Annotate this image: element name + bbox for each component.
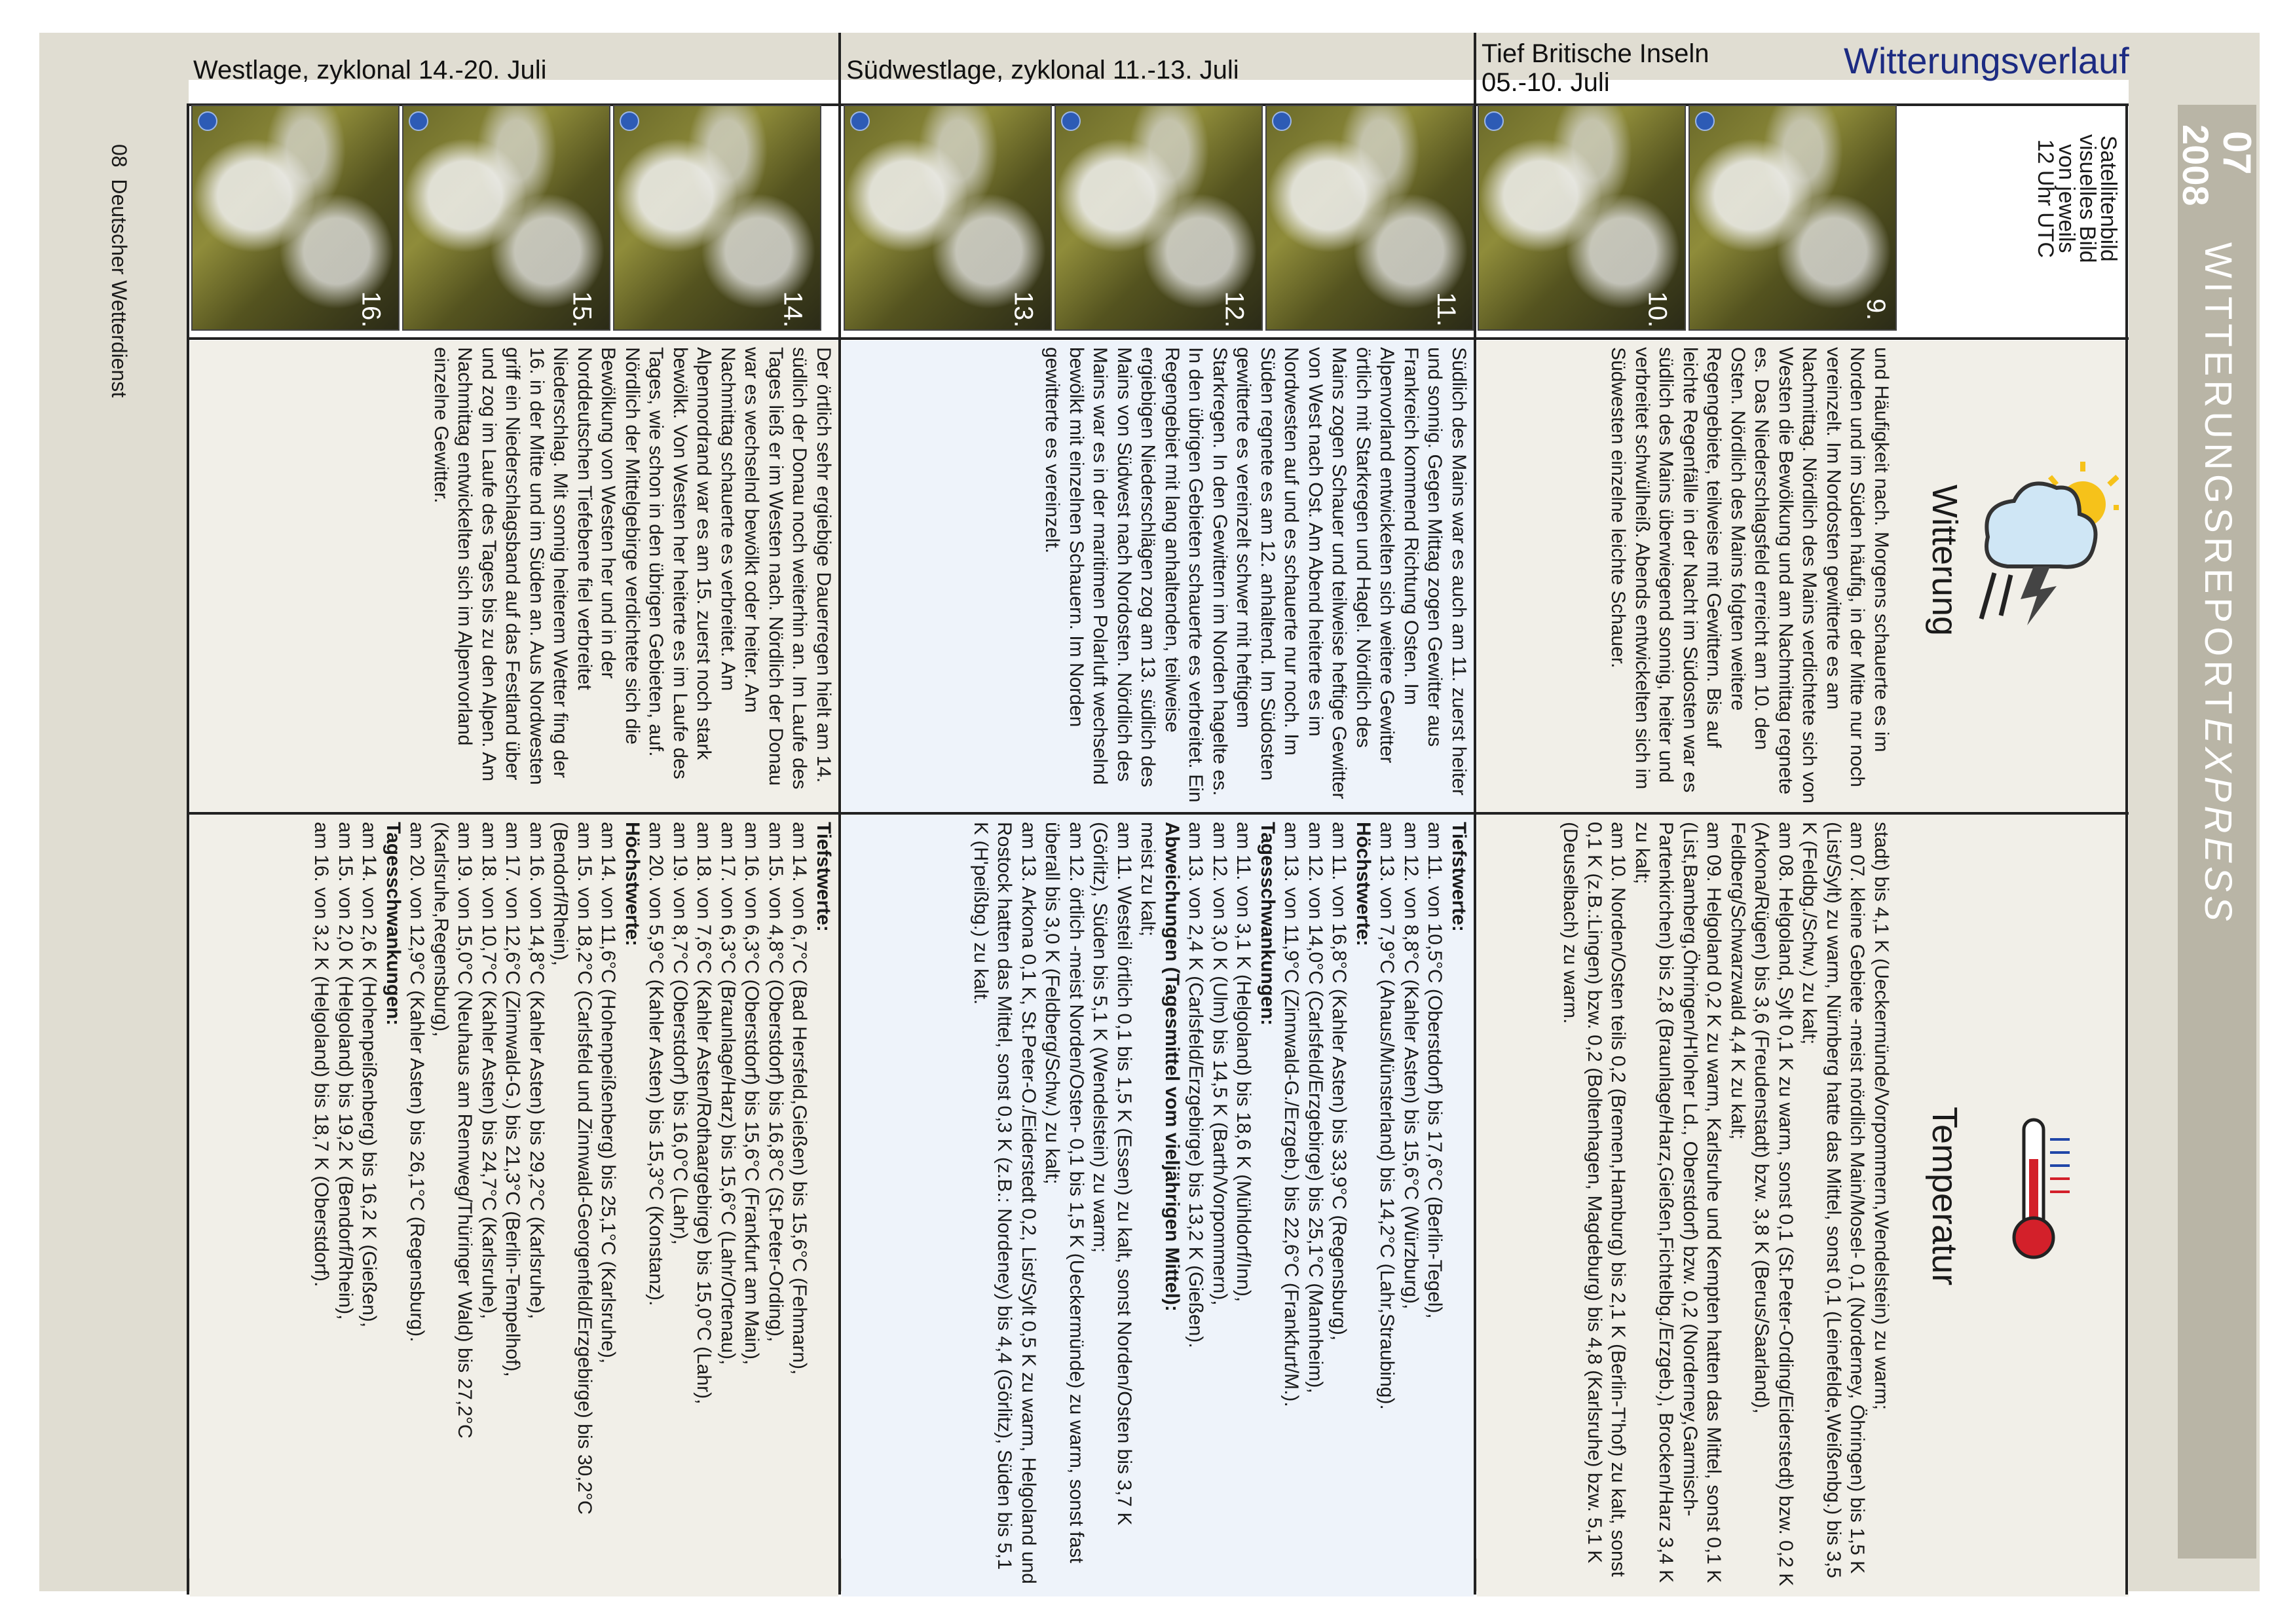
satellite-image (1478, 105, 1686, 331)
satellite-strip (191, 105, 824, 331)
satellite-image (402, 105, 610, 331)
satellite-image (1265, 105, 1474, 331)
satellite-day-label: 10. (1643, 291, 1672, 328)
satellite-day-label: 14. (778, 291, 808, 328)
satellite-image (191, 105, 400, 331)
dwd-logo-icon (850, 111, 870, 131)
satellite-image (613, 105, 821, 331)
dwd-logo-icon (198, 111, 217, 131)
column-header-west: Westlage, zyklonal 14.-20. Juli (193, 56, 547, 84)
satellite-label: Satellitenbild visuelles Bild von jeweils 12 Uhr UTC (2033, 134, 2121, 263)
column-header-southwest: Südwestlage, zyklonal 11.-13. Juli (846, 56, 1239, 84)
satellite-image (844, 105, 1052, 331)
satellite-strip (1478, 105, 1899, 331)
weather-cloud-sun-lightning-icon (1968, 458, 2119, 629)
divider (187, 337, 2129, 340)
divider (187, 812, 2129, 815)
weather-text-southwest: Südlich des Mains war es auch am 11. zuerst heiter und sonnig. Gegen Mittag zogen Gewitter aus Frankreich kommend Richtung Osten. Im Alpenvorland entwickelten sich weitere Gewitter örtlich mit Starkregen und Hagel. Nördlich des Mains zogen Schauer und teilweise heftige Gewitter von West nach Ost. Am Abend heiterte es im Nordwesten auf und es schauerte nur noch. Im Süden regnete es am 12. anhaltend. Im Südosten gewitterte es vereinzelt schwer mit heftigem Starkregen. In den Gewittern im Norden hagelte es. In den übrigen Gebieten schauerte es verbreitet. Ein Regengebiet mit lang anhaltenden, teilweise ergiebigen Niederschlägen zog am 13. südlich des Mains von Südwest nach Nordosten. Nördlich des Mains war es in der maritimen Polarluft wechselnd bewölkt mit einzelnen Schauern. Im Norden gewitterte es vereinzelt. (1041, 347, 1470, 803)
page-number: 08 (107, 144, 131, 168)
dwd-logo-icon (1272, 111, 1292, 131)
satellite-image (1689, 105, 1897, 331)
page-title: Witterungsverlauf (1844, 40, 2129, 81)
column-header-uk-low: Tief Britische Inseln 05.-10. Juli (1482, 39, 1709, 97)
report-title: WITTERUNGSREPORTEXPRESS (2197, 242, 2239, 925)
weather-text-west: Der örtlich sehr ergiebige Dauerregen hielt am 14. südlich der Donau noch weiterhin an. Im Laufe des Tages ließ er im Westen nach. Nördlich der Donau war es wechselnd bewölkt oder heiter. Am Nachmittag schauerte es verbreitet. Am Alpennordrand war es am 15. zuerst noch stark bewölkt. Von Westen her heiterte es im Laufe des Tages, wie schon in den übrigen Gebieten, auf. Nördlich der Mittelgebirge verdichtete sich die Bewölkung von Westen her und in der Norddeutschen Tiefebene fiel verbreitet Niederschlag. Mit sonnig heiterem Wetter fing der 16. in der Mitte und im Süden an. Aus Nordwesten griff ein Niederschlagsband auf das Festland über und zog im Laufe des Tages bis zu den Alpen. Am Nachmittag entwickelten sich im Alpenvorland einzelne Gewitter. (430, 347, 834, 790)
publisher-name: Deutscher Wetterdienst (107, 179, 131, 398)
dwd-logo-icon (620, 111, 639, 131)
satellite-day-label: 9. (1861, 298, 1890, 321)
temperature-text-southwest: Tiefstwerte: am 11. von 10,5°C (Oberstdorf) bis 17,6°C (Berlin-Tegel), am 12. von 8,8°C (Kahler Asten) bis 15,6°C (Würzburg), am 13. von 7,9°C (Ahaus/Münsterland) bis 14,2°C (Lahr,Straubing). Höchstwerte: am 11. von 16,8°C (Kahler Asten) bis 33,9°C (Regensburg), am 12. von 14,0°C (Carlsfeld/Erzgebirge) bis 25,1°C (Mannheim), am 13. von 11,9°C (Zinnwald-G./Erzgeb.) bis 22,6°C (Frankfurt/M.). Tagesschwankungen: am 11. von 3,1 K (Helgoland) bis 18,6 K (Mühldorf/Inn), am 12. von 3,0 K (Ulm) bis 14,5 K (Barth/Vorpommern), am 13. von 2,4 K (Carlsfeld/Erzgebirge) bis 13,2 K (Gießen). Abweichungen (Tagesmittel vom vieljährigen Mittel): meist zu kalt; am 11. Westeil örtlich 0,1 bis 1,5 K (Essen) zu kalt, sonst Norden/Osten bis 3,7 K (Görlitz), Süden bis 5,1 K (Wendelstein) zu warm; am 12. örtlich -meist Norden/Osten- 0,1 bis 1,5 K (Ueckermünde) zu warm, sonst fast überall bis 3,0 K (Feldberg/Schw.) zu kalt; am 13. Arkona 0,1 K, St.Peter-O./Eiderstedt 0,2, List/Sylt 0,5 K zu warm, Helgoland und Rostock hatten das Mittel, sonst 0,3 K (z.B.: Nordeney) bis 4,4 (Görlitz), Süden bis 5,1 K (H'peißbg.) zu kalt. (970, 822, 1470, 1584)
divider (2125, 105, 2128, 1595)
thermometer-icon (1971, 1113, 2096, 1264)
satellite-day-label: 13. (1009, 291, 1038, 328)
dwd-logo-icon (409, 111, 428, 131)
temperature-text-uk-low: stadt) bis 4,1 K (Ueckermünde/Vorpommern,Wendelstein) zu warm; am 07. kleine Gebiete -meist nördlich Main/Mosel- 0,1 (Norderney, Öhringen) bis 1,5 K (List/Sylt) zu warm, Nürnberg hatte das Mittel, sonst 0,1 (Leinefelde,Weißenbg.) bis 3,5 K (Feldbg./Schw.) zu kalt; am 08. Helgoland, Sylt 0,1 K zu warm, sonst 0,1 (St.Peter-Ording/Eiderstedt) bzw. 0,2 K (Arkona/Rügen) bis 3,6 (Freudenstadt) bzw. 3,8 K (Berus/Saarland), Feldberg/Schwarzwald 4,4 K zu kalt; am 09. Helgoland 0,2 K zu warm, Karlsruhe und Kempten hatten das Mittel, sonst 0,1 K (List,Bamberg,Öhringen/H'loher Ld., Oberstdorf) bzw. 0,2 (Norderney,Garmisch-Partenkirchen) bis 2,8 (Braunlage/Harz,Gießen,Fichtelbg./Erzgeb.), Brocken/Harz 3,4 K zu kalt; am 10. Norden/Osten teils 0,2 (Bremen,Hamburg) bis 2,1 K (Berlin-T'hof) zu kalt, sonst 0,1 K (z.B.:Lingen) bzw. 0,2 (Boltenhagen, Magdeburg) bis 4,8 (Karlsruhe) bzw. 5,1 K (Deuselbach) zu warm. (1559, 822, 1892, 1587)
satellite-strip (844, 105, 1476, 331)
section-temperature: Temperatur (1925, 1107, 1964, 1286)
weather-text-uk-low: und Häufigkeit nach. Morgens schauerte es im Norden und im Süden häufig, in der Mitte nur noch vereinzelt. Im Nordosten gewitterte es am Nachmittag. Nördlich des Mains verdichtete sich von Westen die Bewölkung und am Nachmittag regnete es. Das Niederschlagsfeld erreicht am 10. den Osten. Nördlich des Mains folgten weitere Regengebiete, teilweise mit Gewittern. Bis auf leichte Regenfälle in der Nacht im Südosten war es südlich des Mains überwiegend sonnig, heiter und verbreitet schwülheiß. Abends entwickelten sich im Südwesten einzelne leichte Schauer. (1607, 347, 1892, 803)
dwd-logo-icon (1695, 111, 1715, 131)
dwd-logo-icon (1061, 111, 1081, 131)
temperature-text-west: Tiefstwerte: am 14. von 6,7°C (Bad Hersfeld,Gießen) bis 15,6°C (Fehmarn), am 15. von 4,8°C (Oberstdorf) bis 16,8°C (St.Peter-Ording), am 16. von 6,3°C (Oberstdorf) bis 15,6°C (Frankfurt am Main), am 17. von 6,3°C (Braunlage/Harz) bis 15,6°C (Lahr/Ortenau), am 18. von 7,6°C (Kahler Asten/Rothaargebirge) bis 15,0°C (Lahr), am 19. von 8,7°C (Oberstdorf) bis 16,0°C (Lahr), am 20. von 5,9°C (Kahler Asten) bis 15,3°C (Konstanz). Höchstwerte: am 14. von 11,6°C (Hohenpeißenberg) bis 25,1°C (Karlsruhe), am 15. von 18,2°C (Carlsfeld und Zinnwald-Georgenfeld/Erzgebirge) bis 30,2°C (Bendorf/Rhein), am 16. von 14,8°C (Kahler Asten) bis 29,2°C (Karlsruhe), am 17. von 12,6°C (Zinnwald-G.) bis 21,3°C (Berlin-Tempelhof), am 18. von 10,7°C (Kahler Asten) bis 24,7°C (Karlsruhe), am 19. von 15,0°C (Neuhaus am Rennweg/Thüringer Wald) bis 27,2°C (Karlsruhe,Regensburg), am 20. von 12,9°C (Kahler Asten) bis 26,1°C (Regensburg). Tagesschwankungen: am 14. von 2,6 K (Hohenpeißenberg) bis 16,2 K (Gießen), am 15. von 2,0 K (Helgoland) bis 19,2 K (Bendorf/Rhein), am 16. von 3,2 K (Helgoland) bis 18,7 K (Oberstdorf). (310, 822, 834, 1515)
satellite-image (1054, 105, 1263, 331)
satellite-day-label: 16. (356, 291, 386, 328)
satellite-day-label: 15. (567, 291, 597, 328)
dwd-logo-icon (1484, 111, 1504, 131)
issue-month: 07 (2215, 131, 2259, 175)
page-footer (107, 144, 131, 397)
section-weather: Witterung (1925, 485, 1964, 637)
satellite-day-label: 11. (1432, 292, 1461, 327)
issue-year: 2008 (2175, 124, 2216, 206)
divider (187, 105, 189, 1595)
satellite-day-label: 12. (1220, 291, 1249, 328)
